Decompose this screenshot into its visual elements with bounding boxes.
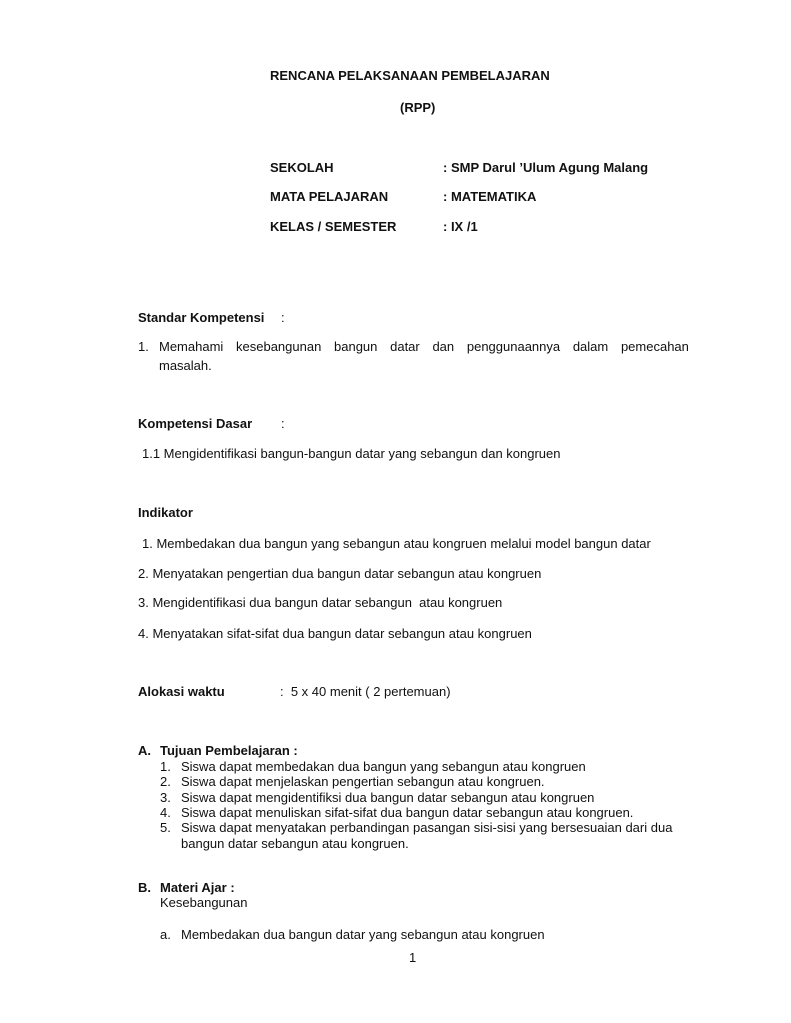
tujuan-item-text-cont: bangun datar sebangun atau kongruen.: [181, 836, 409, 851]
materi-item-marker: a.: [160, 927, 171, 942]
standar-item-line1: [159, 339, 689, 354]
tujuan-item-text: Siswa dapat menyatakan perbandingan pasangan sisi-sisi yang bersesuaian dari dua: [181, 820, 673, 835]
identity-value-school: : SMP Darul ’Ulum Agung Malang: [443, 160, 649, 175]
identity-value-subject: : MATEMATIKA: [443, 189, 537, 204]
tujuan-item-text: Siswa dapat membedakan dua bangun yang sebangun atau kongruen: [181, 759, 586, 774]
standar-item-line2: masalah.: [159, 358, 212, 373]
page-number: 1: [409, 950, 417, 965]
alokasi-heading: Alokasi waktu: [138, 684, 225, 699]
indikator-item: 3. Mengidentifikasi dua bangun datar sebangun atau kongruen: [138, 595, 503, 610]
standar-word: datar: [390, 339, 420, 354]
kompetensi-item: 1.1 Mengidentifikasi bangun-bangun datar yang sebangun dan kongruen: [142, 446, 561, 461]
kompetensi-heading: Kompetensi Dasar: [138, 416, 253, 431]
tujuan-marker: A.: [138, 743, 151, 758]
tujuan-item-number: 1.: [160, 759, 171, 774]
standar-word: dalam: [572, 339, 609, 354]
standar-word: dan: [432, 339, 455, 354]
identity-label-school: SEKOLAH: [270, 160, 334, 175]
standar-colon: :: [281, 310, 285, 325]
tujuan-item-number: 2.: [160, 774, 171, 789]
tujuan-item-text: Siswa dapat menuliskan sifat-sifat dua bangun datar sebangun atau kongruen.: [181, 805, 634, 820]
kompetensi-colon: :: [281, 416, 285, 431]
standar-word: bangun: [334, 339, 378, 354]
tujuan-heading: Tujuan Pembelajaran :: [160, 743, 298, 758]
alokasi-value: : 5 x 40 menit ( 2 pertemuan): [280, 684, 451, 699]
materi-item: Membedakan dua bangun datar yang sebangun atau kongruen: [181, 927, 545, 942]
standar-heading: Standar Kompetensi: [138, 310, 265, 325]
standar-word: kesebangunan: [236, 339, 322, 354]
indikator-item: 1. Membedakan dua bangun yang sebangun atau kongruen melalui model bangun datar: [142, 536, 651, 551]
tujuan-item-text: Siswa dapat mengidentifiksi dua bangun datar sebangun atau kongruen: [181, 790, 595, 805]
materi-heading: Materi Ajar :: [160, 880, 235, 895]
document-subtitle: (RPP): [400, 100, 436, 115]
identity-label-subject: MATA PELAJARAN: [270, 189, 389, 204]
tujuan-item-number: 5.: [160, 820, 171, 835]
indikator-heading: Indikator: [138, 505, 193, 520]
materi-sub: Kesebangunan: [160, 895, 248, 910]
tujuan-item-number: 3.: [160, 790, 171, 805]
document-title: RENCANA PELAKSANAAN PEMBELAJARAN: [270, 68, 550, 83]
materi-marker: B.: [138, 880, 151, 895]
standar-word: pemecahan: [620, 339, 689, 354]
standar-word: Memahami: [159, 339, 224, 354]
standar-word: penggunaannya: [466, 339, 561, 354]
standar-item-number: 1.: [138, 339, 149, 354]
identity-label-class: KELAS / SEMESTER: [270, 219, 397, 234]
indikator-item: 4. Menyatakan sifat-sifat dua bangun datar sebangun atau kongruen: [138, 626, 532, 641]
tujuan-item-text: Siswa dapat menjelaskan pengertian sebangun atau kongruen.: [181, 774, 545, 789]
indikator-item: 2. Menyatakan pengertian dua bangun datar sebangun atau kongruen: [138, 566, 542, 581]
identity-value-class: : IX /1: [443, 219, 478, 234]
tujuan-item-number: 4.: [160, 805, 171, 820]
